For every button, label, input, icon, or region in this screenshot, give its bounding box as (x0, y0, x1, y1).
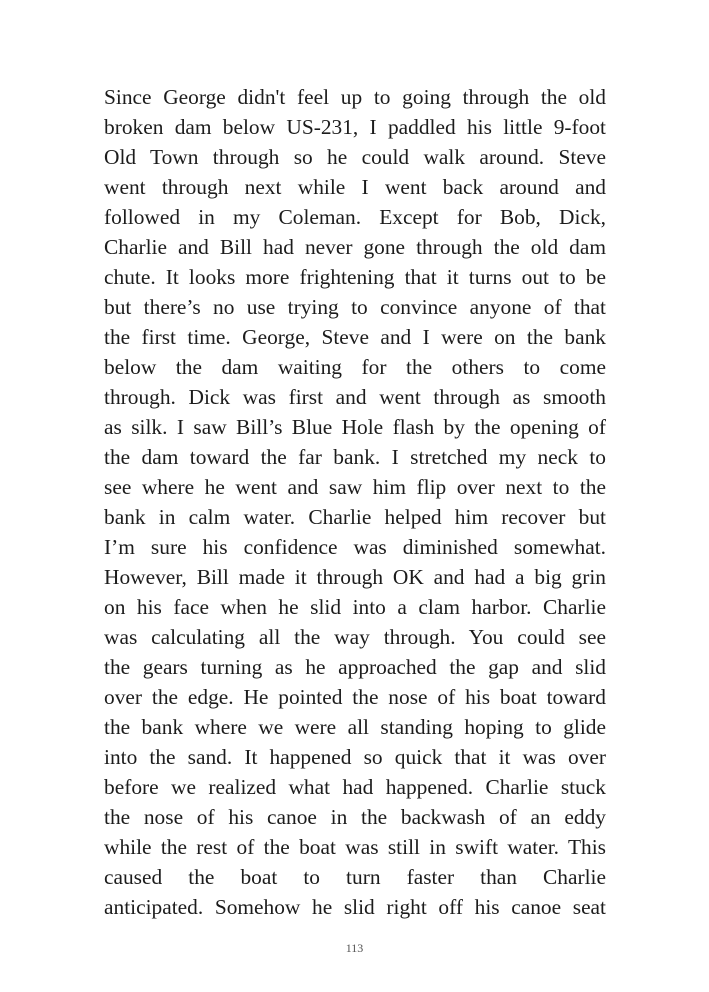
text-line: caused the boat to turn faster than Charlie (104, 865, 606, 889)
text-line: Old Town through so he could walk around. Steve (104, 145, 606, 169)
text-line: see where he went and saw him flip over next to the (104, 475, 606, 499)
text-line: Since George didn't feel up to going through the old (104, 85, 606, 109)
text-line: into the sand. It happened so quick that it was over (104, 745, 606, 769)
text-line: but there’s no use trying to convince anyone of that (104, 295, 606, 319)
text-line: while the rest of the boat was still in swift water. This (104, 835, 606, 859)
text-line: the gears turning as he approached the gap and slid (104, 655, 606, 679)
text-line: Charlie and Bill had never gone through the old dam (104, 235, 606, 259)
text-line: was calculating all the way through. You could see (104, 625, 606, 649)
text-line: However, Bill made it through OK and had a big grin (104, 565, 606, 589)
text-line: bank in calm water. Charlie helped him recover but (104, 505, 606, 529)
text-line: on his face when he slid into a clam harbor. Charlie (104, 595, 606, 619)
text-line: the first time. George, Steve and I were on the bank (104, 325, 606, 349)
text-line: as silk. I saw Bill’s Blue Hole flash by the opening of (104, 415, 606, 439)
text-line: chute. It looks more frightening that it turns out to be (104, 265, 606, 289)
text-line: I’m sure his confidence was diminished somewhat. (104, 535, 606, 559)
text-line: below the dam waiting for the others to come (104, 355, 606, 379)
text-line: went through next while I went back around and (104, 175, 606, 199)
text-line: broken dam below US-231, I paddled his little 9-foot (104, 115, 606, 139)
body-paragraph (104, 82, 606, 922)
text-line: anticipated. Somehow he slid right off his canoe seat (104, 895, 606, 919)
text-line: the dam toward the far bank. I stretched my neck to (104, 445, 606, 469)
page-number: 113 (345, 941, 364, 955)
text-line: over the edge. He pointed the nose of his boat toward (104, 685, 606, 709)
text-line: followed in my Coleman. Except for Bob, Dick, (104, 205, 606, 229)
text-line: through. Dick was first and went through as smooth (104, 385, 606, 409)
text-line: before we realized what had happened. Charlie stuck (104, 775, 606, 799)
text-line: the bank where we were all standing hoping to glide (104, 715, 606, 739)
text-line: the nose of his canoe in the backwash of an eddy (104, 805, 606, 829)
